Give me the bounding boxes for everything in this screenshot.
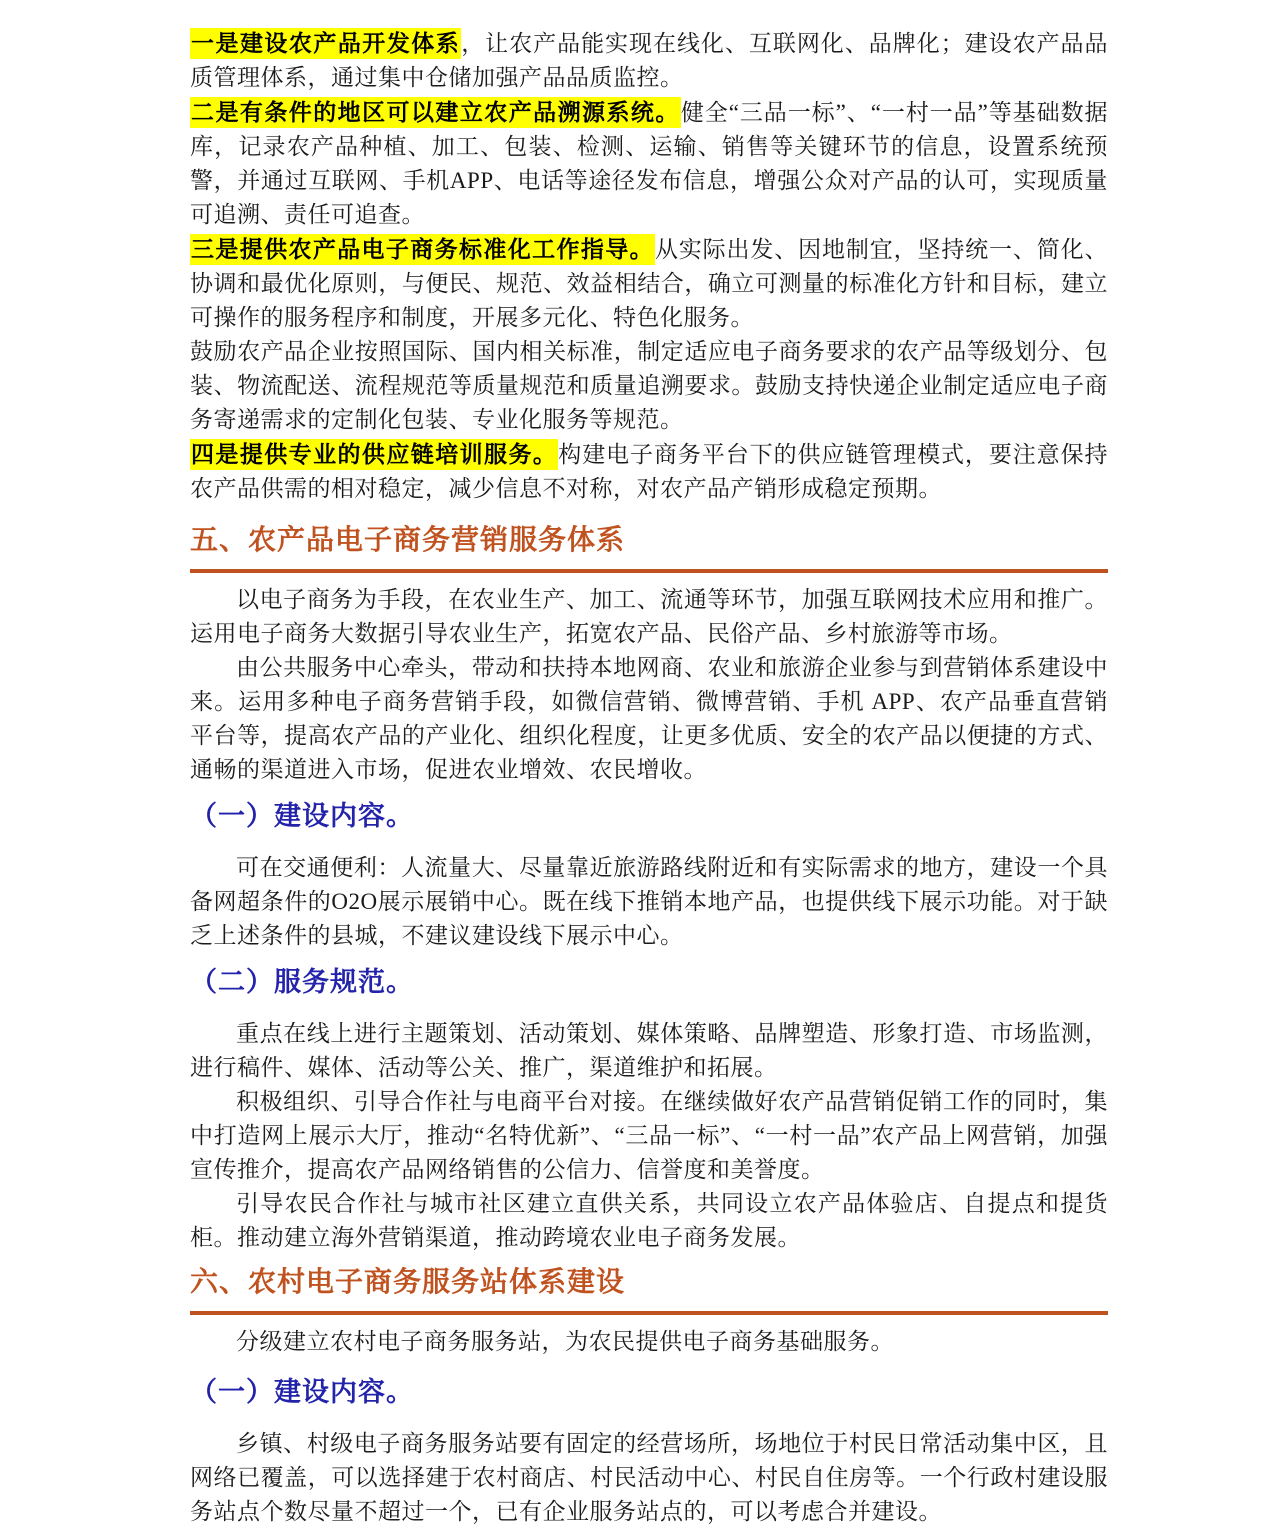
subsection-heading-5-1: （一）建设内容。 <box>190 801 414 831</box>
paragraph-measure-4 <box>190 437 1108 506</box>
paragraph-text: 从实际出发、因地制宜，坚持统一、简化、协调和最优化原则，与便民、规范、效益相结合，确立可测量的标准化方针和目标，建立可操作的服务程序和制度，开展多元化、特色化服务。 <box>190 237 1109 330</box>
section-heading-5: 五、农产品电子商务营销服务体系 <box>190 524 626 555</box>
highlighted-lead: 一是建设农产品开发体系 <box>190 28 461 59</box>
section-divider <box>190 1311 1108 1315</box>
paragraph: 分级建立农村电子商务服务站，为农民提供电子商务基础服务。 <box>236 1329 894 1354</box>
paragraph-measure-encourage: 鼓励农产品企业按照国际、国内相关标准，制定适应电子商务要求的农产品等级划分、包装、物流配送、流程规范等质量规范和质量追溯要求。鼓励支持快递企业制定适应电子商务寄递需求的定制化包装、专业化服务等规范。 <box>190 339 1108 432</box>
highlighted-lead: 三是提供农产品电子商务标准化工作指导。 <box>190 234 655 265</box>
paragraph-text: 健全“三品一标”、“一村一品”等基础数据库，记录农产品种植、加工、包装、检测、运输、销售等关键环节的信息，设置系统预警，并通过互联网、手机APP、电话等途径发布信息，增强公众对产品的认可，实现质量可追溯、责任可追查。 <box>190 100 1109 227</box>
paragraph: 以电子商务为手段，在农业生产、加工、流通等环节，加强互联网技术应用和推广。运用电子商务大数据引导农业生产，拓宽农产品、民俗产品、乡村旅游等市场。 <box>190 587 1108 646</box>
paragraph: 乡镇、村级电子商务服务站要有固定的经营场所，场地位于村民日常活动集中区，且网络已覆盖，可以选择建于农村商店、村民活动中心、村民自住房等。一个行政村建设服务站点个数尽量不超过一个，已有企业服务站点的，可以考虑合并建设。 <box>190 1431 1108 1524</box>
paragraph: 积极组织、引导合作社与电商平台对接。在继续做好农产品营销促销工作的同时，集中打造网上展示大厅，推动“名特优新”、“三品一标”、“一村一品”农产品上网营销，加强宣传推介，提高农产品网络销售的公信力、信誉度和美誉度。 <box>190 1089 1108 1182</box>
paragraph: 引导农民合作社与城市社区建立直供关系，共同设立农产品体验店、自提点和提货柜。推动建立海外营销渠道，推动跨境农业电子商务发展。 <box>190 1191 1108 1250</box>
section-divider <box>190 569 1108 573</box>
highlighted-lead: 二是有条件的地区可以建立农产品溯源系统。 <box>190 97 681 128</box>
highlighted-lead: 四是提供专业的供应链培训服务。 <box>190 439 558 470</box>
paragraph-text: 构建电子商务平台下的供应链管理模式，要注意保持农产品供需的相对稳定，减少信息不对称，对农产品产销形成稳定预期。 <box>190 442 1109 501</box>
paragraph-measure-1 <box>190 26 1108 95</box>
supply-chain-measures <box>190 26 1108 506</box>
paragraph-text: ，让农产品能实现在线化、互联网化、品牌化；建设农产品品质管理体系，通过集中仓储加强产品品质监控。 <box>190 31 1109 90</box>
paragraph: 由公共服务中心牵头，带动和扶持本地网商、农业和旅游企业参与到营销体系建设中来。运用多种电子商务营销手段，如微信营销、微博营销、手机 APP、农产品垂直营销平台等，提高农产品的产业化、组织化程度，让更多优质、安全的农产品以便捷的方式、通畅的渠道进入市场，促进农业增效、农民增收。 <box>190 655 1108 782</box>
section-heading-6: 六、农村电子商务服务站体系建设 <box>190 1266 626 1297</box>
subsection-heading-6-1: （一）建设内容。 <box>190 1377 414 1407</box>
subsection-heading-5-2: （二）服务规范。 <box>190 967 414 997</box>
paragraph-measure-2 <box>190 95 1108 232</box>
paragraph-measure-3 <box>190 232 1108 335</box>
paragraph: 可在交通便利：人流量大、尽量靠近旅游路线附近和有实际需求的地方，建设一个具备网超条件的O2O展示展销中心。既在线下推销本地产品，也提供线下展示功能。对于缺乏上述条件的县城，不建议建设线下展示中心。 <box>190 855 1108 948</box>
paragraph: 重点在线上进行主题策划、活动策划、媒体策略、品牌塑造、形象打造、市场监测，进行稿件、媒体、活动等公关、推广，渠道维护和拓展。 <box>190 1021 1108 1080</box>
